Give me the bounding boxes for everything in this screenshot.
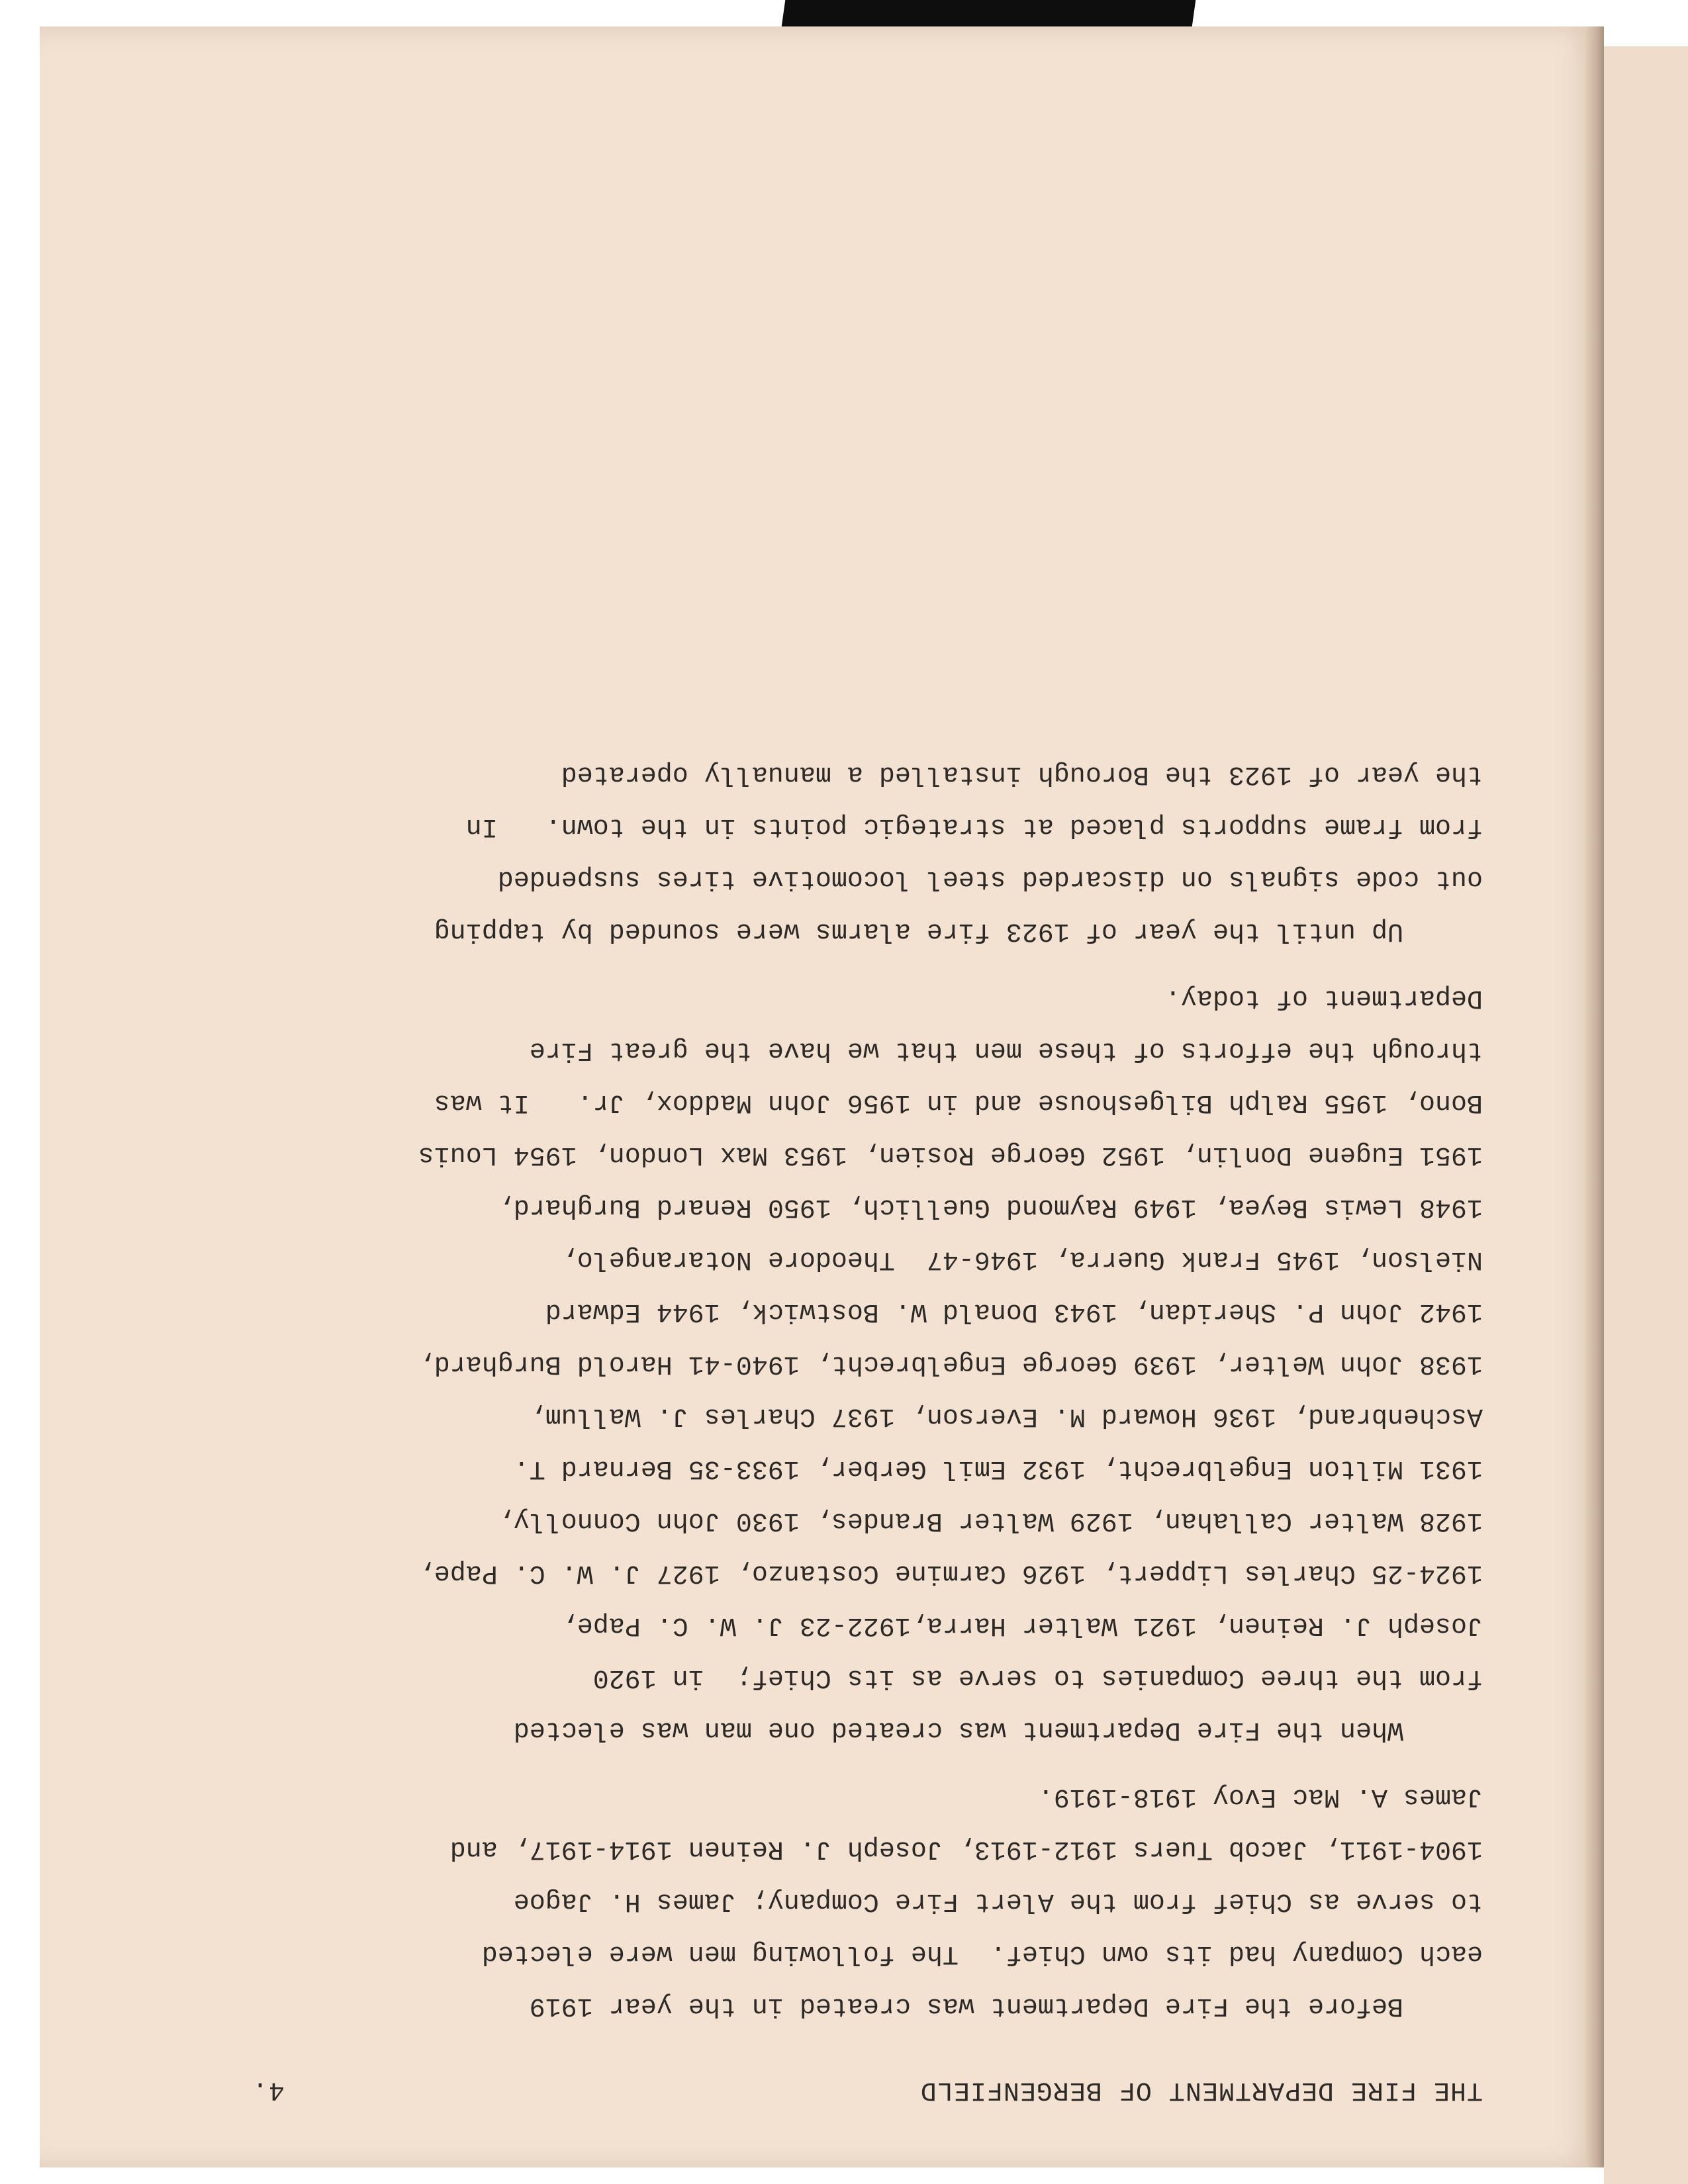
text-line: Department of today. <box>1164 983 1483 1013</box>
text-line: the year of 1923 the Borough installed a manually operated <box>561 759 1483 789</box>
upside-down-text-block <box>225 318 1483 2105</box>
text-line: When the Fire Department was created one man was elected <box>513 1715 1483 1745</box>
text-line: Nielson, 1945 Frank Guerra, 1946-47 Theodore Notarangelo, <box>561 1244 1483 1274</box>
text-line: through the efforts of these men that we have the great Fire <box>529 1035 1483 1065</box>
text-line: 1928 Walter Callahan, 1929 Walter Brandes, 1930 John Connolly, <box>497 1506 1483 1535</box>
text-line: Up until the year of 1923 fire alarms were sounded by tapping <box>434 916 1483 946</box>
text-line: from the three Companies to serve as its Chief; in 1920 <box>592 1662 1483 1692</box>
page-header <box>225 2065 1483 2105</box>
text-line: Bono, 1955 Ralph Bilgeshouse and in 1956 John Maddox, Jr. It was <box>434 1087 1483 1117</box>
text-line: Aschenbrand, 1936 Howard M. Everson, 1937 Charles J. Wallum, <box>529 1401 1483 1431</box>
document-body <box>225 748 1483 2032</box>
text-line: each Company had its own Chief. The following men were elected <box>481 1938 1483 1968</box>
text-line: 1904-1911, Jacob Tuers 1912-1913, Joseph J. Reinen 1914-1917, and <box>449 1834 1483 1864</box>
text-line: 1931 Milton Engelbrecht, 1932 Emil Gerber, 1933-35 Bernard T. <box>513 1453 1483 1483</box>
text-line: Joseph J. Reinen, 1921 Walter Harra,1922-23 J. W. C. Pape, <box>561 1610 1483 1640</box>
book-gutter <box>1585 26 1604 2167</box>
text-line: 1948 Lewis Beyea, 1949 Raymond Guellich, 1950 Renard Burghard, <box>497 1192 1483 1222</box>
text-line: to serve as Chief from the Alert Fire Company; James H. Jagoe <box>513 1886 1483 1916</box>
text-line: 1951 Eugene Donlin, 1952 George Rosien, 1953 Max London, 1954 Louis <box>418 1140 1483 1169</box>
adjacent-page-edge <box>1604 46 1688 2184</box>
text-line: 1938 John Welter, 1939 George Engelbrecht, 1940-41 Harold Burghard, <box>418 1349 1483 1379</box>
text-line: 1942 John P. Sheridan, 1943 Donald W. Bostwick, 1944 Edward <box>545 1297 1483 1326</box>
text-line: Before the Fire Department was created in the year 1919 <box>529 1991 1483 2021</box>
text-line: James A. Mac Evoy 1918-1919. <box>1037 1782 1483 1811</box>
page-title: THE FIRE DEPARTMENT OF BERGENFIELD <box>919 2075 1483 2105</box>
text-line: out code signals on discarded steel locomotive tires suspended <box>497 864 1483 893</box>
text-line: from frame supports placed at strategic points in the town. In <box>465 811 1483 841</box>
text-line: 1924-25 Charles Lippert, 1926 Carmine Costanzo, 1927 J. W. C. Pape, <box>418 1558 1483 1588</box>
page-number: 4. <box>252 2075 285 2105</box>
